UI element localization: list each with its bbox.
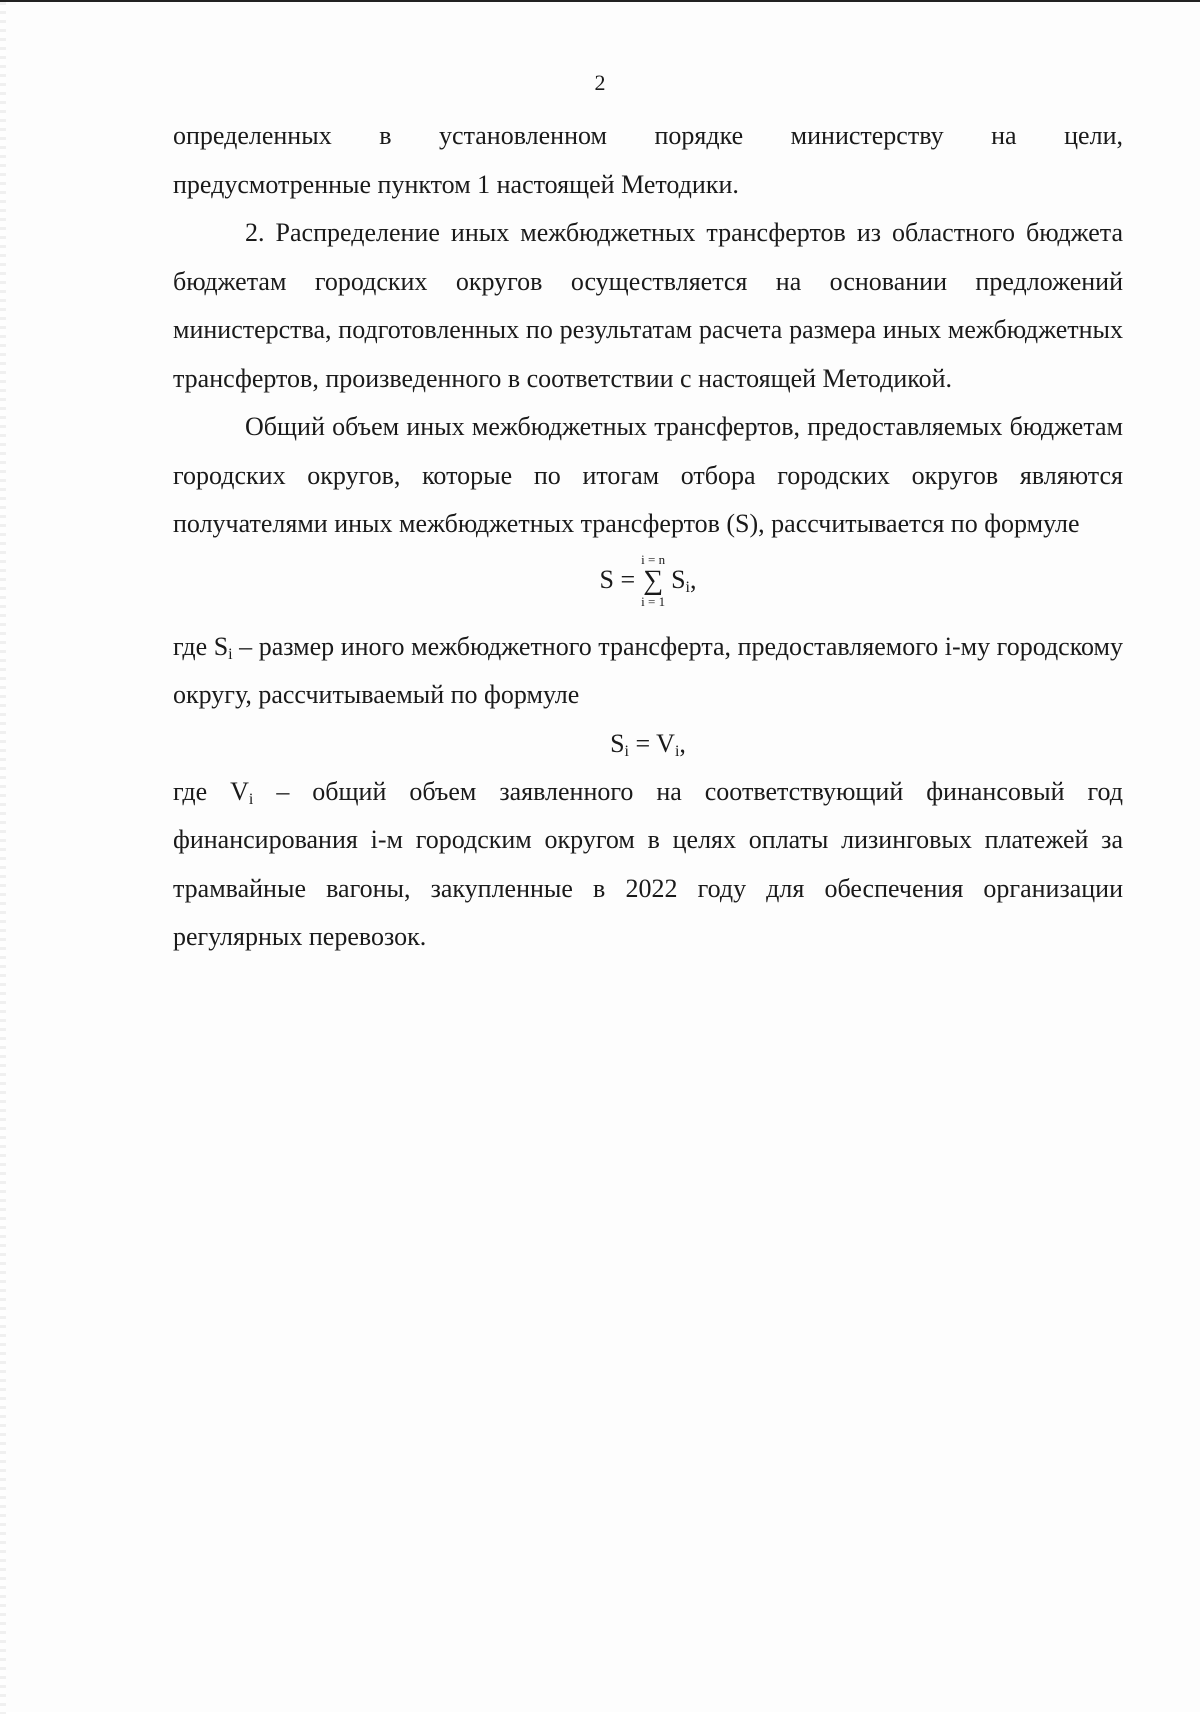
sum-term: $S_i$, xyxy=(671,565,697,597)
scan-edge-noise xyxy=(0,2,6,1714)
word: министерству xyxy=(790,121,944,150)
paragraph-1-line-2: предусмотренные пунктом 1 настоящей Методики. xyxy=(173,169,739,199)
sum-formula xyxy=(173,549,1123,623)
sum-upper-limit: i = n xyxy=(641,551,666,567)
paragraph-2: 2. Распределение иных межбюджетных трансфертов из областного бюджета бюджетам городских округов осуществляется на основании предложений министерства, подготовленных по результатам расчета размера иных межбюджетных трансфертов, произведенного в соответствии с настоящей Методикой. xyxy=(173,218,1123,393)
word: в xyxy=(379,121,392,150)
word: цели, xyxy=(1064,121,1123,150)
formula-lhs: S = xyxy=(599,565,636,595)
document-body xyxy=(173,112,1123,962)
word: порядке xyxy=(654,121,744,150)
word: определенных xyxy=(173,121,332,150)
sum-sign: ∑ xyxy=(643,564,664,596)
sum-lower-limit: i = 1 xyxy=(641,593,666,609)
paragraph-5: где $V_i$ – общий объем заявленного на соответствующий финансовый год финансирования i-м городским округом в целях оплаты лизинговых платежей за трамвайные вагоны, закупленные в 2022 году для обеспечения организации регулярных перевозок. xyxy=(173,776,1123,951)
paragraph-3: Общий объем иных межбюджетных трансфертов, предоставляемых бюджетам городских округов, которые по итогам отбора городских округов являются получателями иных межбюджетных трансфертов (S), рассчитывается по формуле xyxy=(173,412,1123,538)
paragraph-1-line-1 xyxy=(173,112,1123,161)
word: на xyxy=(991,121,1017,150)
si-formula: $S_i = V_i$, xyxy=(610,728,686,760)
word: установленном xyxy=(439,121,607,150)
sigma-symbol xyxy=(641,553,665,609)
paragraph-4: где $S_i$ – размер иного межбюджетного трансферта, предоставляемого i-му городскому округу, рассчитываемый по формуле xyxy=(173,631,1123,709)
page-number: 2 xyxy=(594,70,606,95)
